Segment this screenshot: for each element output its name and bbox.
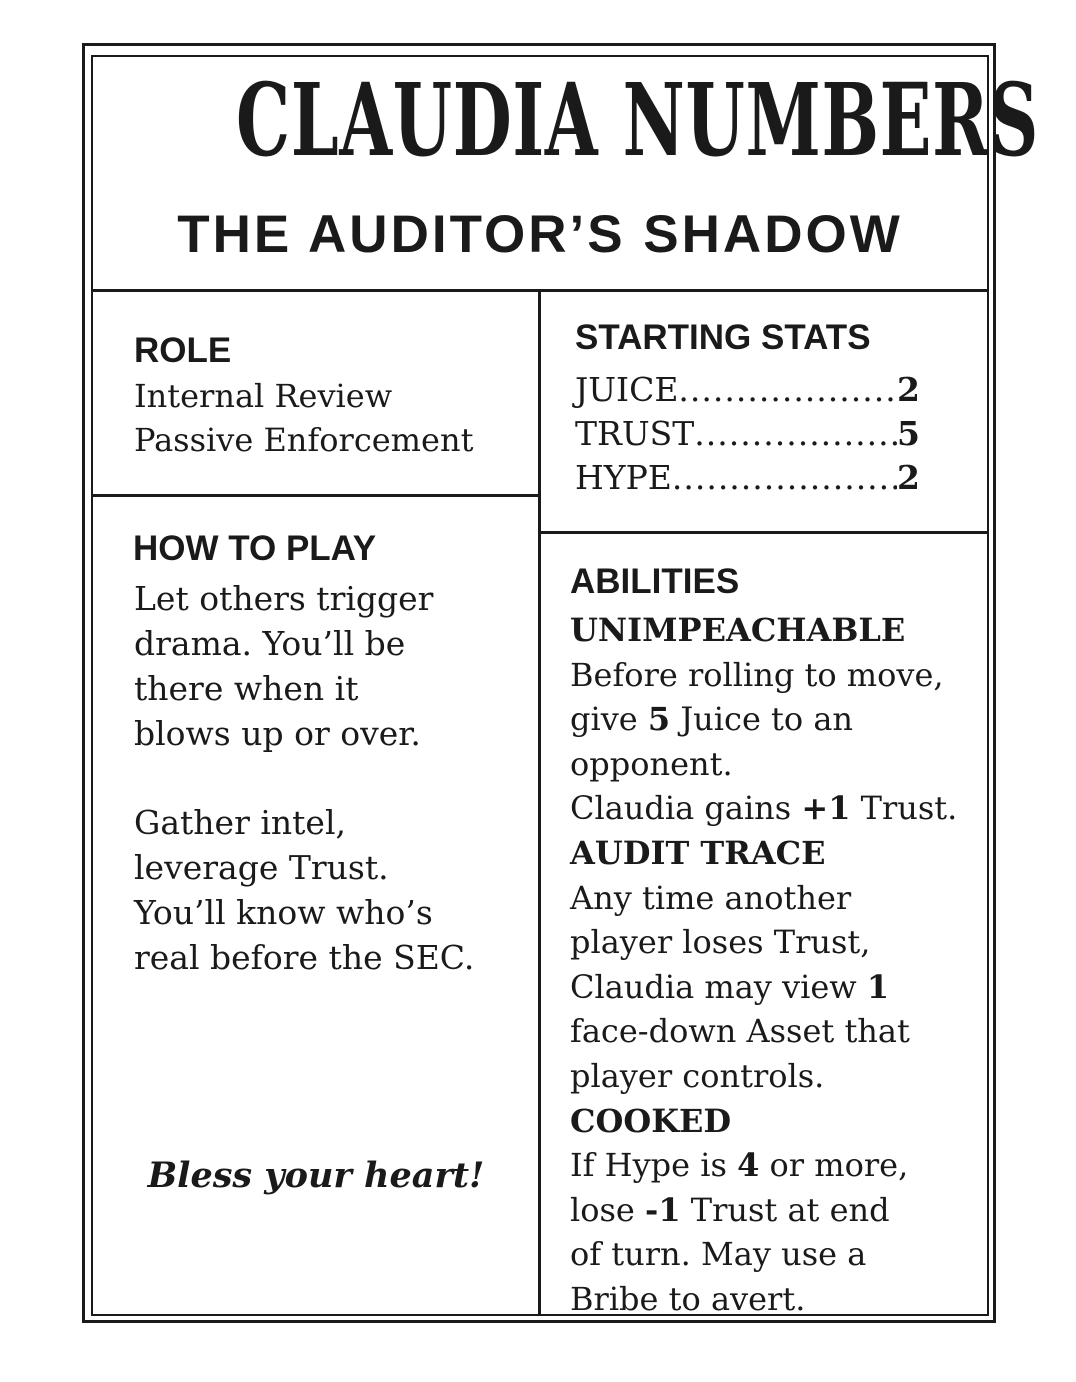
ability-line: Claudia may view 1 xyxy=(570,967,890,1006)
abilities-heading: ABILITIES xyxy=(570,562,740,601)
stat-value: 2 xyxy=(897,458,920,497)
ability-line: Any time another xyxy=(570,878,852,917)
ability-line: player controls. xyxy=(570,1056,825,1095)
stat-leader-dots xyxy=(678,368,897,412)
paragraph-line: Gather intel, xyxy=(134,803,346,842)
stats-divider xyxy=(539,531,987,534)
stat-name: JUICE xyxy=(575,370,679,409)
stats-heading: STARTING STATS xyxy=(575,318,871,357)
stat-name: TRUST xyxy=(575,414,695,453)
card-title: CLAUDIA NUMBERS xyxy=(236,61,1040,179)
role-heading: ROLE xyxy=(134,331,232,370)
ability-line: player loses Trust, xyxy=(570,923,871,962)
abilities-list xyxy=(570,608,957,1322)
ability-line: If Hype is 4 or more, xyxy=(570,1146,909,1185)
ability-name-cooked: COOKED xyxy=(570,1101,732,1140)
role-text xyxy=(134,374,473,462)
ability-name-audit-trace: AUDIT TRACE xyxy=(570,833,826,872)
how-to-play-heading: HOW TO PLAY xyxy=(133,529,377,568)
flavor-quote: Bless your heart! xyxy=(147,1155,485,1196)
ability-line: Before rolling to move, xyxy=(570,655,944,694)
stat-row-juice xyxy=(575,368,920,412)
paragraph-line: there when it xyxy=(134,669,359,708)
paragraph-line: leverage Trust. xyxy=(134,848,389,887)
stat-row-hype xyxy=(575,456,920,500)
stat-value: 2 xyxy=(897,370,920,409)
stat-name: HYPE xyxy=(575,458,672,497)
stat-value: 5 xyxy=(897,414,920,453)
ability-line: give 5 Juice to an xyxy=(570,700,854,739)
ability-line: Claudia gains +1 Trust. xyxy=(570,789,958,828)
card-subtitle: THE AUDITOR’S SHADOW xyxy=(177,205,903,264)
paragraph-line: drama. You’ll be xyxy=(134,624,406,663)
paragraph-line: blows up or over. xyxy=(134,714,421,753)
paragraph-line: You’ll know who’s xyxy=(134,893,433,932)
stat-leader-dots xyxy=(672,456,897,500)
role-line: Internal Review xyxy=(134,377,393,415)
stat-row-trust xyxy=(575,412,920,456)
ability-name-unimpeachable: UNIMPEACHABLE xyxy=(570,611,906,649)
ability-line: Bribe to avert. xyxy=(570,1279,806,1318)
role-line: Passive Enforcement xyxy=(134,421,474,459)
ability-line: lose -1 Trust at end xyxy=(570,1190,890,1229)
stat-leader-dots xyxy=(694,412,897,456)
ability-line: opponent. xyxy=(570,744,733,783)
paragraph-line: real before the SEC. xyxy=(134,938,475,977)
paragraph-line: Let others trigger xyxy=(134,579,434,618)
ability-line: face-down Asset that xyxy=(570,1012,910,1051)
stats-list xyxy=(575,368,920,500)
how-to-play-paragraph-2 xyxy=(134,800,474,980)
role-divider xyxy=(93,494,539,497)
ability-line: of turn. May use a xyxy=(570,1235,867,1274)
how-to-play-paragraph-1 xyxy=(134,576,433,756)
